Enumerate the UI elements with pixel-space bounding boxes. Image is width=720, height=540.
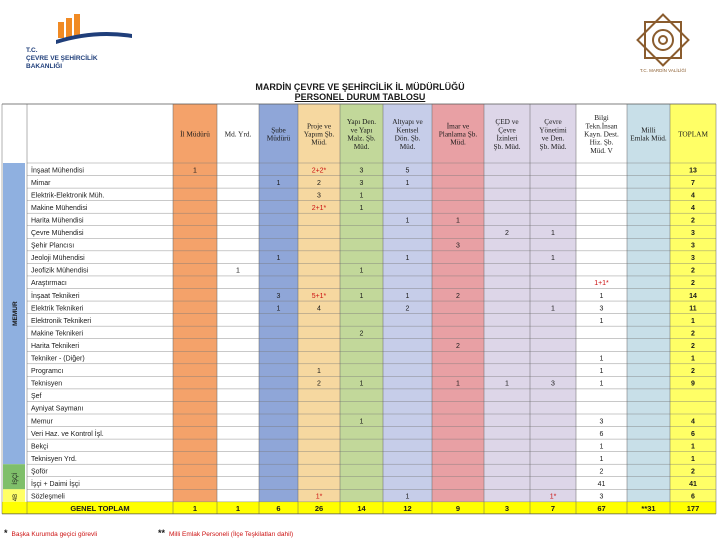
table-cell: 1 <box>359 418 364 426</box>
table-cell: 1 <box>551 230 555 237</box>
table-cell: 1 <box>405 292 410 300</box>
row-label: Bekçi <box>31 443 49 451</box>
table-cell: 1 <box>276 305 281 313</box>
table-cell: 1 <box>691 455 695 463</box>
table-cell: 1 <box>405 255 410 263</box>
table-cell: 3 <box>359 179 364 187</box>
column-band <box>217 104 259 514</box>
total-cell: 9 <box>455 503 461 513</box>
ministry-line-1: T.C. <box>26 47 38 54</box>
table-cell: 2 <box>691 330 695 338</box>
total-cell: 177 <box>686 503 700 513</box>
footnote-star-1: * <box>4 528 8 538</box>
row-label: Elektronik Teknikeri <box>31 317 92 325</box>
table-cell: 1 <box>359 380 364 388</box>
table-cell: 11 <box>689 305 697 313</box>
row-label: Tekniker - (Diğer) <box>31 355 85 363</box>
table-cell: 3 <box>599 305 604 313</box>
table-cell: 1 <box>456 217 460 225</box>
table-cell: 3 <box>551 380 555 388</box>
table-cell: 3 <box>276 292 281 300</box>
row-label: Jeofizik Mühendisi <box>31 267 89 275</box>
column-header: İmar ve Planlama Şb. Müd. <box>438 121 478 147</box>
table-cell: 4 <box>691 192 695 200</box>
table-cell: 1 <box>599 292 604 300</box>
column-header: Altyapı ve Kentsel Dön. Şb. Müd. <box>392 117 423 151</box>
table-cell: 5 <box>405 167 410 175</box>
table-cell: 2 <box>691 368 695 376</box>
table-cell: 1 <box>359 267 364 275</box>
total-cell: 6 <box>276 503 281 513</box>
table-cell: 3 <box>456 242 460 250</box>
table-cell: 1 <box>691 355 695 363</box>
total-cell: 1 <box>235 503 241 513</box>
table-cell: 3 <box>599 493 604 501</box>
row-label: Mimar <box>31 179 51 187</box>
column-band <box>484 104 530 514</box>
column-band <box>432 104 484 514</box>
row-label: Teknisyen <box>31 380 63 388</box>
table-cell: 2 <box>317 380 321 388</box>
table-cell: 1 <box>359 292 364 300</box>
table-cell: 1 <box>405 217 410 225</box>
row-label: Ayniyat Saymanı <box>31 405 84 413</box>
column-header: Milli Emlak Müd. <box>630 125 667 143</box>
table-cell: 1 <box>599 355 604 363</box>
table-cell: 1* <box>549 493 557 501</box>
total-cell: 1 <box>192 503 198 513</box>
total-cell: 12 <box>403 503 412 513</box>
total-cell: 14 <box>357 503 366 513</box>
table-cell: 41 <box>597 481 606 488</box>
table-cell: 1 <box>599 443 604 451</box>
table-cell: 9 <box>691 380 695 388</box>
row-label: Veri Haz. ve Kontrol İşl. <box>31 430 104 438</box>
row-label: Harita Mühendisi <box>31 217 84 225</box>
table-cell: 3 <box>359 167 364 175</box>
table-cell: 4 <box>317 305 321 313</box>
row-label: İnşaat Mühendisi <box>31 167 84 175</box>
table-cell: 2 <box>691 468 695 476</box>
governorship-caption: T.C. MARDİN VALİLİĞİ <box>639 68 687 73</box>
row-label: Şef <box>31 393 42 401</box>
table-cell: 1 <box>599 368 604 376</box>
row-label: Çevre Mühendisi <box>31 230 84 237</box>
total-cell: **31 <box>641 503 656 513</box>
table-cell: 1 <box>276 255 281 263</box>
row-label: Harita Teknikeri <box>31 342 80 350</box>
table-cell: 1 <box>599 455 604 463</box>
column-header: ÇED ve Çevre İzinleri Şb. Müd. <box>493 117 521 151</box>
group-label-isci: İŞÇİ <box>13 472 19 485</box>
table-cell: 1 <box>276 179 281 187</box>
table-cell: 2 <box>405 305 410 313</box>
row-label: İnşaat Teknikeri <box>31 292 80 300</box>
table-cell: 1 <box>405 493 410 501</box>
ministry-line-2: ÇEVRE VE ŞEHİRCİLİK <box>26 55 98 62</box>
footnote-text-2: Milli Emlak Personeli (İlçe Teşkilatları dahil) <box>169 531 294 538</box>
total-cell: 67 <box>597 503 606 513</box>
table-cell: 1* <box>315 493 323 501</box>
column-header: Md. Yrd. <box>224 129 252 139</box>
row-label: Teknisyen Yrd. <box>31 455 77 463</box>
table-cell: 2 <box>691 342 695 350</box>
table-cell: 1 <box>599 317 604 325</box>
table-cell: 7 <box>691 179 695 187</box>
row-label: Araştırmacı <box>31 280 67 288</box>
table-cell: 5+1* <box>311 292 327 300</box>
table-cell: 2 <box>456 342 460 350</box>
row-label: Memur <box>31 418 53 426</box>
group-label-4b: 4B <box>13 493 19 502</box>
table-cell: 1 <box>551 255 555 263</box>
table-cell: 2+2* <box>311 167 327 175</box>
table-cell: 4 <box>691 418 695 426</box>
row-label: İşçi + Daimi İşçi <box>31 481 80 488</box>
column-header: Çevre Yönetimi ve Den. Şb. Müd. <box>539 117 567 151</box>
table-cell: 13 <box>689 167 697 175</box>
table-cell: 3 <box>317 192 321 200</box>
table-cell: 1 <box>456 380 460 388</box>
table-cell: 2 <box>317 179 321 187</box>
table-cell: 1 <box>505 380 509 388</box>
row-label: Makine Teknikeri <box>31 330 84 338</box>
title-line-1: MARDİN ÇEVRE VE ŞEHİRCİLİK İL MÜDÜRLÜĞÜ <box>255 82 465 92</box>
footnote-text-1: Başka Kurumda geçici görevli <box>11 531 98 538</box>
column-header: TOPLAM <box>678 129 708 139</box>
row-label: Şoför <box>31 468 48 476</box>
table-cell: 1+1* <box>594 280 609 288</box>
table-cell: 1 <box>599 380 604 388</box>
column-band <box>173 104 217 514</box>
table-cell: 2 <box>691 280 695 288</box>
table-cell: 4 <box>691 204 695 212</box>
table-cell: 41 <box>689 481 697 488</box>
table-cell: 3 <box>691 255 695 263</box>
table-cell: 14 <box>689 292 697 300</box>
table-cell: 3 <box>599 418 604 426</box>
table-cell: 1 <box>691 317 695 325</box>
row-label: Elektrik-Elektronik Müh. <box>31 192 105 200</box>
column-header: Bilgi Tekn.İnsan Kayn. Dest. Hiz. Şb. Müd. V <box>584 113 619 155</box>
table-cell: 1 <box>193 167 197 175</box>
table-cell: 2 <box>691 217 695 225</box>
row-label: Jeoloji Mühendisi <box>31 255 85 263</box>
row-label: Şehir Plancısı <box>31 242 75 250</box>
footnote-seconded <box>4 528 97 538</box>
table-cell: 6 <box>599 430 604 438</box>
table-cell: 1 <box>236 267 240 275</box>
table-cell: 6 <box>691 430 695 438</box>
total-cell: 26 <box>314 503 324 513</box>
row-label: Sözleşmeli <box>31 493 65 501</box>
table-cell: 2 <box>691 267 695 275</box>
column-header: Yapı Den. ve Yapı Malz. Şb. Müd. <box>346 117 377 151</box>
column-band <box>340 104 383 514</box>
footnote-milli-emlak <box>158 528 293 538</box>
total-row-label: GENEL TOPLAM <box>70 503 130 513</box>
table-cell: 1 <box>317 368 321 376</box>
table-cell: 3 <box>691 230 695 237</box>
row-label: Makine Mühendisi <box>31 204 88 212</box>
table-cell: 1 <box>405 179 410 187</box>
table-cell: 6 <box>691 493 695 501</box>
table-cell: 2 <box>505 230 509 237</box>
group-label-memur: MEMUR <box>12 301 19 326</box>
row-label: Elektrik Teknikeri <box>31 305 84 313</box>
table-cell: 3 <box>691 242 695 250</box>
table-cell: 2 <box>359 330 364 338</box>
total-cell: 7 <box>550 503 556 513</box>
table-cell: 1 <box>359 192 364 200</box>
column-band <box>627 104 670 514</box>
table-cell: 1 <box>359 204 364 212</box>
total-cell: 3 <box>504 503 510 513</box>
title-line-2: PERSONEL DURUM TABLOSU <box>294 92 426 102</box>
table-cell: 1 <box>691 443 695 451</box>
table-cell: 2 <box>456 292 460 300</box>
footnote-star-2: ** <box>158 528 166 538</box>
table-cell: 1 <box>551 305 555 313</box>
row-label: Programcı <box>31 368 64 376</box>
column-header: İl Müdürü <box>180 129 210 139</box>
column-header: Şube Müdürü <box>266 125 291 143</box>
table-cell: 2 <box>599 468 604 476</box>
ministry-line-3: BAKANLIĞI <box>26 63 63 70</box>
table-cell: 2+1* <box>311 204 327 212</box>
column-header: Proje ve Yapım Şb. Müd. <box>303 121 335 147</box>
